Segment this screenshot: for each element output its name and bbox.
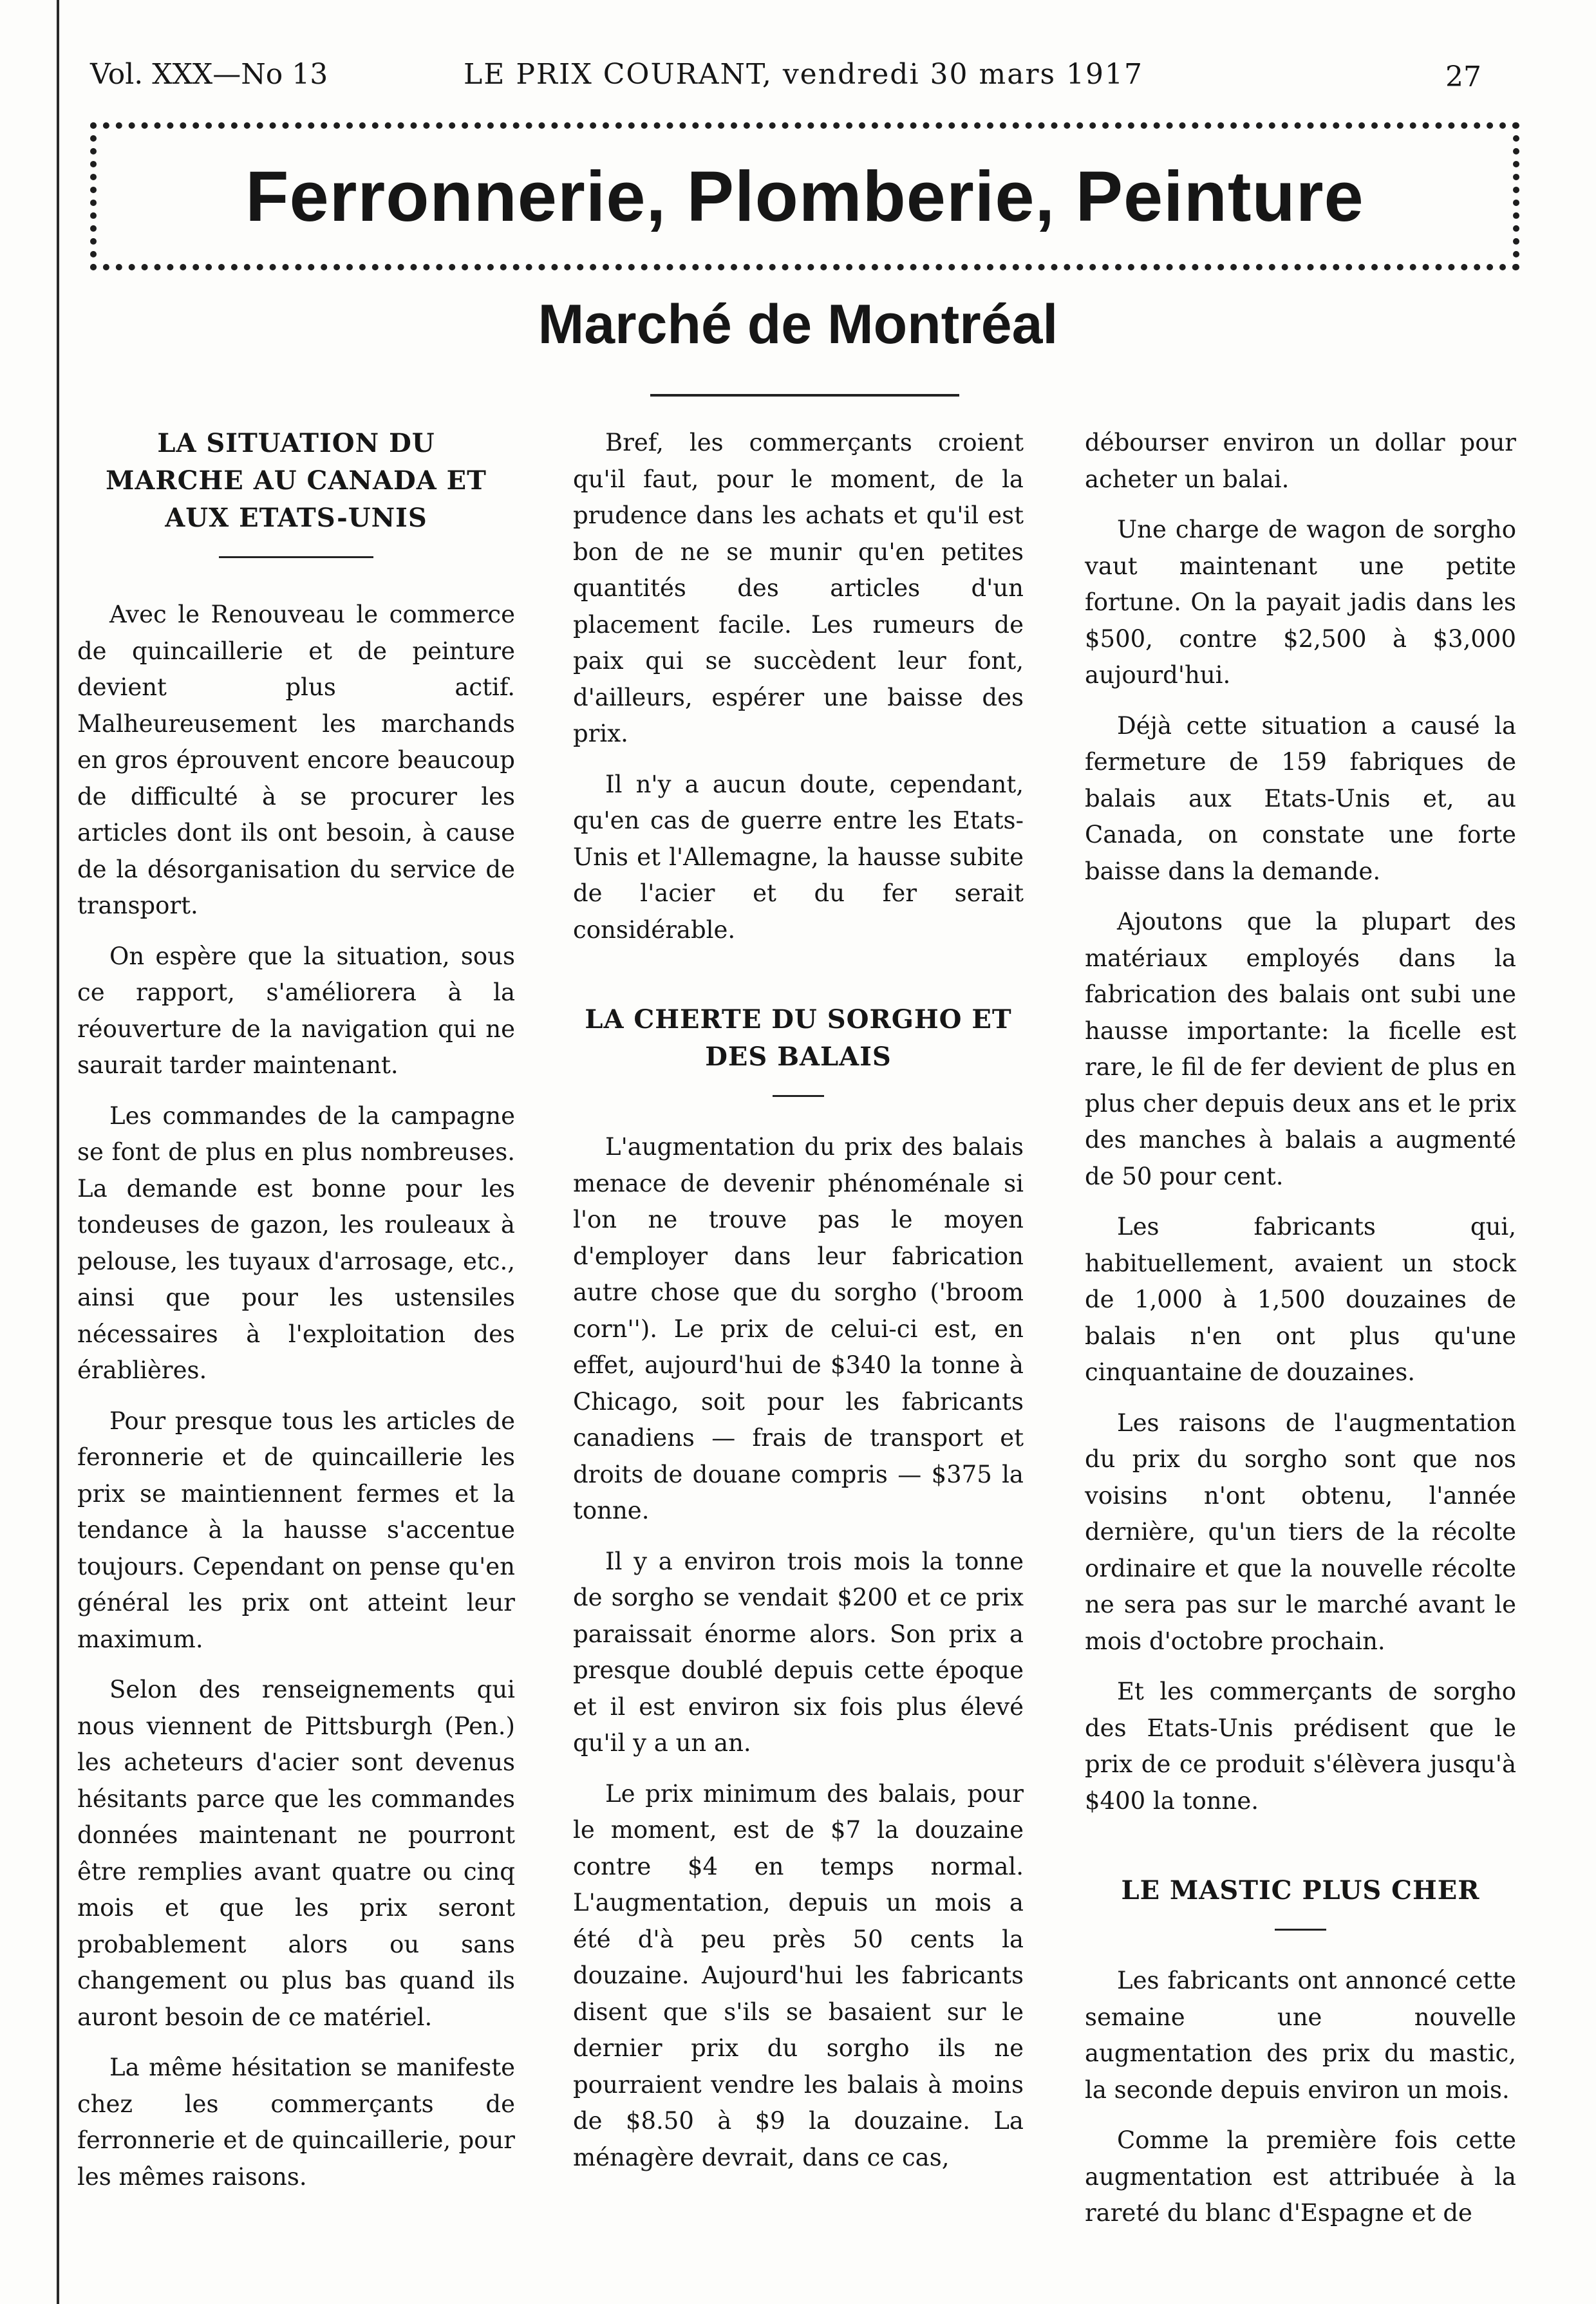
banner-title: Ferronnerie, Plomberie, Peinture xyxy=(245,156,1364,236)
paragraph: Les fabricants qui, habituellement, avaient un stock de 1,000 à 1,500 douzaines de balais n'en ont plus qu'une cinquantaine de douzaines. xyxy=(1085,1213,1516,1386)
paragraph: Une charge de wagon de sorgho vaut maintenant une petite fortune. On la payait jadis dans les $500, contre $2,500 à $3,000 aujourd'hui. xyxy=(1085,516,1516,689)
section-gap xyxy=(1085,1833,1516,1872)
page-number: 27 xyxy=(1445,61,1481,93)
paragraph: Comme la première fois cette augmentation est attribuée à la rareté du blanc d'Espagne et de xyxy=(1085,2126,1516,2227)
section-banner xyxy=(90,122,1519,270)
paragraph: Bref, les commerçants croient qu'il faut, pour le moment, de la prudence dans les achats et qu'il est bon de ne se munir qu'en petites quantités des articles d'un placement facile. Les rumeurs de paix qui se succèdent leur font, d'ailleurs, espérer une baisse des prix. xyxy=(573,429,1024,747)
paragraph: Les fabricants ont annoncé cette semaine une nouvelle augmentation des prix du mastic, la seconde depuis environ un mois. xyxy=(1085,1967,1516,2104)
paragraph: La même hésitation se manifeste chez les commerçants de ferronnerie et de quincaillerie, pour les mêmes raisons. xyxy=(77,2054,515,2191)
heading-rule xyxy=(1275,1929,1326,1931)
paragraph: Avec le Renouveau le commerce de quincaillerie et de peinture devient plus actif. Malheureusement les marchands en gros éprouvent encore beaucoup de difficulté à se procurer les articles dont ils ont besoin, à cause de la désorganisation du service de transport. xyxy=(77,601,515,919)
running-head xyxy=(0,52,1596,103)
paragraph: Ajoutons que la plupart des matériaux employés dans la fabrication des balais ont subi une hausse importante: la ficelle est rare, le fil de fer devient de plus en plus cher depuis deux ans et le prix des manches à balais a augmenté de 50 pour cent. xyxy=(1085,908,1516,1190)
paragraph: On espère que la situation, sous ce rapport, s'améliorera à la réouverture de la navigation qui ne saurait tarder maintenant. xyxy=(77,942,515,1079)
paragraph: Les raisons de l'augmentation du prix du sorgho sont que nos voisins n'ont obtenu, l'année dernière, qu'un tiers de la récolte ordinaire et que la nouvelle récolte ne sera pas sur le marché avant le mois d'octobre prochain. xyxy=(1085,1409,1516,1655)
column-1 xyxy=(77,425,515,2209)
article-heading-sorgho: LA CHERTE DU SORGHO ET DES BALAIS xyxy=(585,1004,1012,1072)
heading-rule xyxy=(219,556,373,558)
volume-number: Vol. XXX—No 13 xyxy=(90,58,328,91)
paragraph: Le prix minimum des balais, pour le moment, est de $7 la douzaine contre $4 en temps normal. L'augmentation, depuis un mois a été d'à peu près 50 cents la douzaine. Aujourd'hui les fabricants disent que s'ils se basaient sur le dernier prix du sorgho ils ne pourraient vendre les balais à moins de $8.50 à $9 la douzaine. La ménagère devrait, dans ce cas, xyxy=(573,1779,1024,2171)
article-heading-situation: LA SITUATION DU MARCHE AU CANADA ET AUX ETATS-UNIS xyxy=(106,428,487,533)
paragraph: Les commandes de la campagne se font de plus en plus nombreuses. La demande est bonne pour les tondeuses de gazon, les rouleaux à pelouse, les tuyaux d'arrosage, etc., ainsi que pour les ustensiles nécessaires à l'exploitation des érablières. xyxy=(77,1101,515,1384)
publication-line: LE PRIX COURANT, vendredi 30 mars 1917 xyxy=(464,58,1144,91)
paragraph: Selon des renseignements qui nous viennent de Pittsburgh (Pen.) les acheteurs d'acier sont devenus hésitants parce que les commandes données maintenant ne pourront être remplies avant quatre ou cinq mois et que les prix seront probablement alors ou sans changement ou plus bas quand ils auront besoin de ce matériel. xyxy=(77,1676,515,2031)
paragraph: Déjà cette situation a causé la fermeture de 159 fabriques de balais aux Etats-Unis et, au Canada, on constate une forte baisse dans la demande. xyxy=(1085,711,1516,885)
paragraph: Il y a environ trois mois la tonne de sorgho se vendait $200 et ce prix paraissait énorme alors. Son prix a presque doublé depuis cette époque et il est environ six fois plus élevé qu'il y a un an. xyxy=(573,1547,1024,1757)
title-rule xyxy=(650,394,959,397)
paragraph: Et les commerçants de sorgho des Etats-Unis prédisent que le prix de ce produit s'élèvera jusqu'à $400 la tonne. xyxy=(1085,1678,1516,1815)
heading-rule xyxy=(773,1095,824,1097)
article-heading-mastic: LE MASTIC PLUS CHER xyxy=(1121,1875,1480,1906)
paragraph: Pour presque tous les articles de feronnerie et de quincaillerie les prix se maintiennent fermes et la tendance à la hausse s'accentue toujours. Cependant on pense qu'en général les prix ont atteint leur maximum. xyxy=(77,1407,515,1653)
column-3 xyxy=(1085,425,1516,2246)
paragraph: Il n'y a aucun doute, cependant, qu'en cas de guerre entre les Etats-Unis et l'Allemagne, la hausse subite de l'acier et du fer serait considérable. xyxy=(573,770,1024,944)
paragraph-continued: débourser environ un dollar pour acheter un balai. xyxy=(1085,429,1516,493)
paragraph: L'augmentation du prix des balais menace de devenir phénoménale si l'on ne trouve pas le moyen d'employer dans leur fabrication autre chose que du sorgho ('broom corn''). Le prix de celui-ci est, en effet, aujourd'hui de $340 la tonne à Chicago, soit pour les fabricants canadiens — frais de transport et droits de douane compris — $375 la tonne. xyxy=(573,1133,1024,1524)
page-title: Marché de Montréal xyxy=(538,294,1058,355)
column-2 xyxy=(573,425,1024,2190)
section-gap xyxy=(573,962,1024,1001)
